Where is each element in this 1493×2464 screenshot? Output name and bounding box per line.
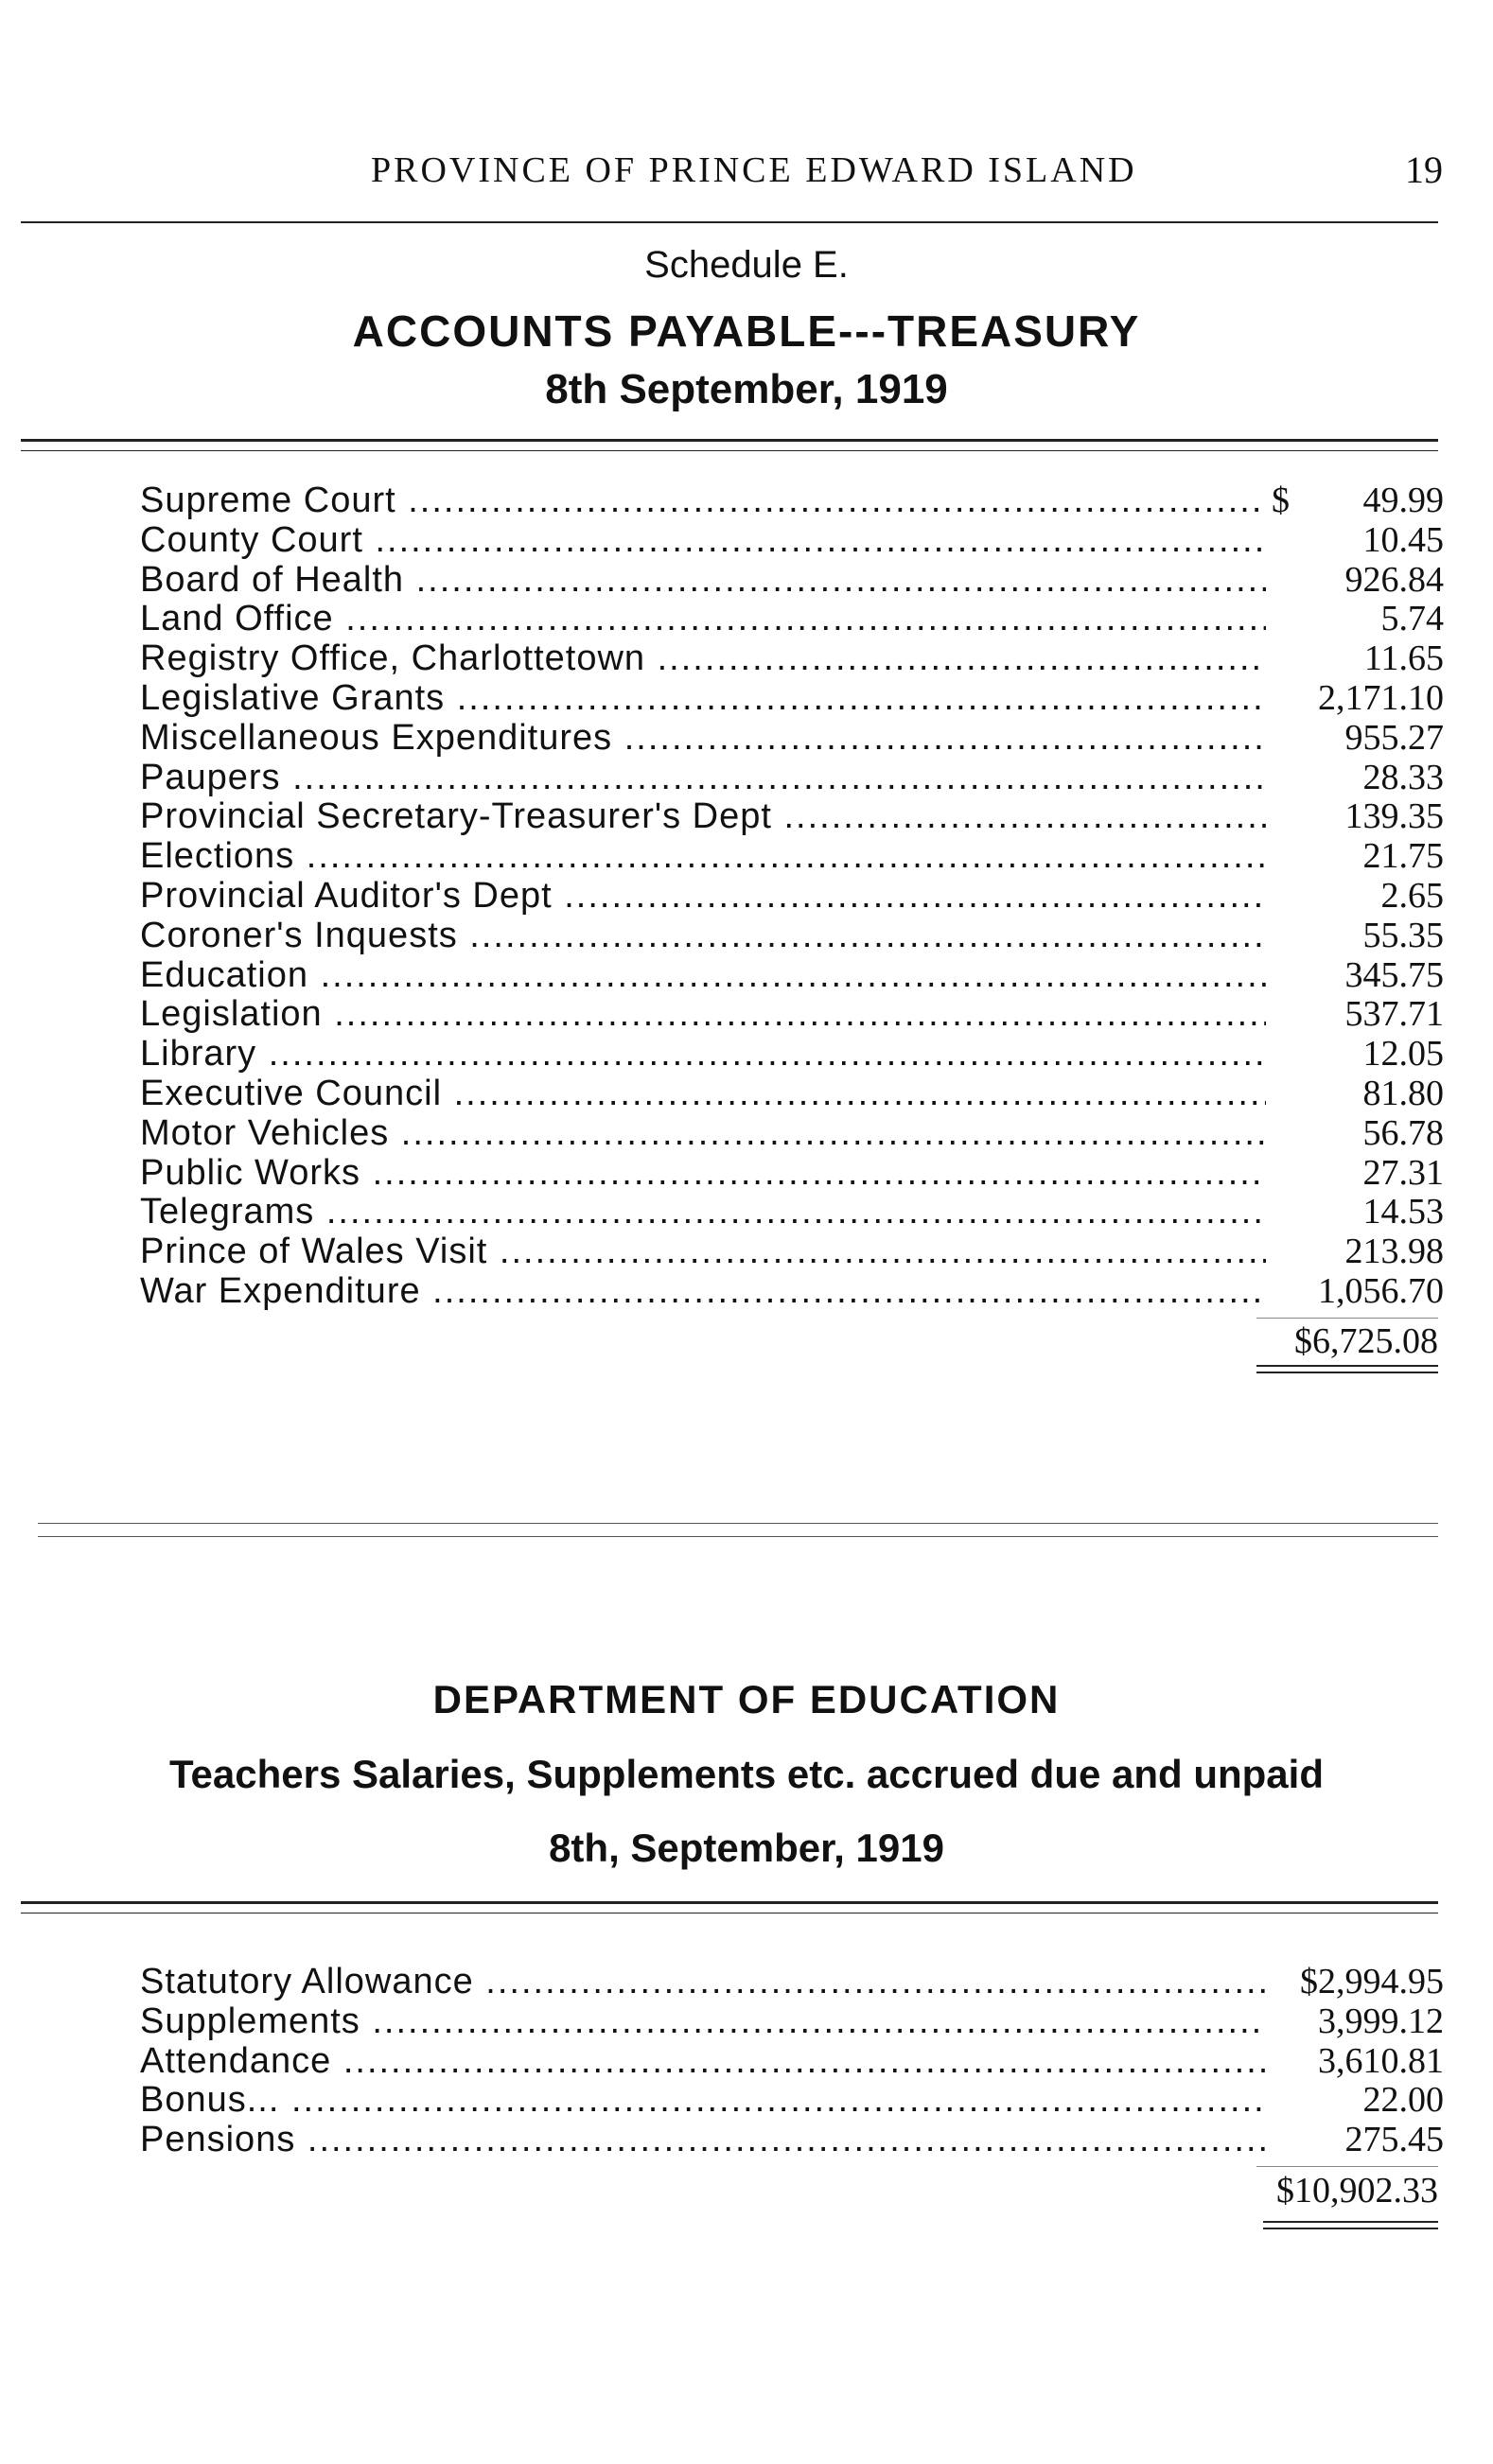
ledger-row xyxy=(140,2080,1444,2120)
section-rule-top-thin xyxy=(21,450,1438,451)
entry-label: War Expenditure ..... xyxy=(140,1271,1266,1311)
treasury-total: $6,725.08 xyxy=(1294,1321,1438,1361)
page-number: 19 xyxy=(1405,149,1443,191)
entry-label: Supplements ..... xyxy=(140,2001,1266,2041)
total-rule-above xyxy=(1256,2166,1438,2167)
ledger-row xyxy=(140,994,1444,1034)
entry-amount: 11.65 xyxy=(1363,638,1444,679)
ledger-row xyxy=(140,718,1444,758)
section-rule-top xyxy=(21,439,1438,442)
ledger-row xyxy=(140,1232,1444,1271)
ledger-row xyxy=(140,1271,1444,1311)
education-subtitle: Teachers Salaries, Supplements etc. accrued due and unpaid xyxy=(169,1752,1324,1796)
entry-label: Executive Council ..... xyxy=(140,1074,1266,1113)
entry-label: Pensions ..... xyxy=(140,2120,1266,2159)
entry-amount: 55.35 xyxy=(1362,915,1444,955)
entry-label: Motor Vehicles ..... xyxy=(140,1113,1266,1153)
ledger-row xyxy=(140,520,1444,560)
entry-label: Attendance ..... xyxy=(140,2041,1266,2081)
ledger-row xyxy=(140,1962,1444,2001)
entry-label: Coroner's Inquests ..... xyxy=(140,916,1266,955)
entry-label: Bonus... ..... xyxy=(140,2080,1266,2120)
entry-amount: 2.65 xyxy=(1380,875,1444,916)
entry-amount: 56.78 xyxy=(1362,1112,1444,1153)
total-double-rule xyxy=(1263,2221,1438,2223)
ledger-row xyxy=(140,638,1444,678)
entry-amount: $2,994.95 xyxy=(1300,1962,1444,2001)
entry-amount: 926.84 xyxy=(1344,559,1444,600)
ledger-row xyxy=(140,2001,1444,2041)
ledger-row xyxy=(140,678,1444,718)
entry-amount: 49.99 xyxy=(1362,481,1444,520)
education-total: $10,902.33 xyxy=(1276,2171,1438,2211)
entry-label: Legislative Grants ..... xyxy=(140,678,1266,718)
ledger-row xyxy=(140,1034,1444,1074)
ledger-row xyxy=(140,758,1444,797)
entry-label: Library ..... xyxy=(140,1034,1266,1074)
entry-amount: 12.05 xyxy=(1362,1034,1444,1075)
education-ledger xyxy=(140,1962,1444,2159)
running-head xyxy=(0,142,1493,199)
entry-label: Land Office ..... xyxy=(140,599,1266,638)
schedule-label: Schedule E. xyxy=(644,244,849,286)
entry-label: County Court ..... xyxy=(140,520,1266,560)
entry-label: Board of Health ..... xyxy=(140,560,1266,600)
ledger-row xyxy=(140,1192,1444,1232)
entry-amount: 955.27 xyxy=(1344,717,1444,758)
ledger-row xyxy=(140,481,1444,520)
entry-label: Supreme Court ..... xyxy=(140,481,1266,520)
education-rule-top-thin xyxy=(21,1913,1438,1914)
currency-symbol: $ xyxy=(1272,481,1291,520)
entry-label: Miscellaneous Expenditures ..... xyxy=(140,718,1266,758)
total-double-rule xyxy=(1263,2228,1438,2229)
ledger-row xyxy=(140,1074,1444,1113)
ledger-row xyxy=(140,796,1444,836)
ledger-row xyxy=(140,1153,1444,1193)
ledger-row xyxy=(140,599,1444,638)
entry-amount: 3,999.12 xyxy=(1318,2001,1444,2041)
schedule-title: ACCOUNTS PAYABLE---TREASURY xyxy=(352,306,1141,356)
entry-amount: 27.31 xyxy=(1362,1152,1444,1193)
entry-amount: 345.75 xyxy=(1344,954,1444,995)
entry-amount: 21.75 xyxy=(1362,836,1444,877)
education-title: DEPARTMENT OF EDUCATION xyxy=(432,1677,1061,1721)
entry-amount: 28.33 xyxy=(1362,757,1444,797)
entry-amount: 2,171.10 xyxy=(1318,677,1444,718)
entry-label: Telegrams ..... xyxy=(140,1192,1266,1232)
section-divider xyxy=(38,1536,1438,1537)
total-double-rule xyxy=(1256,1365,1438,1367)
entry-amount: 139.35 xyxy=(1344,796,1444,837)
ledger-row xyxy=(140,1113,1444,1153)
entry-amount: 3,610.81 xyxy=(1318,2040,1444,2081)
entry-label: Legislation ..... xyxy=(140,994,1266,1034)
entry-amount: 10.45 xyxy=(1362,519,1444,560)
entry-label: Public Works ..... xyxy=(140,1153,1266,1193)
running-title: PROVINCE OF PRINCE EDWARD ISLAND xyxy=(371,150,1137,190)
entry-amount: 1,056.70 xyxy=(1318,1270,1444,1311)
ledger-row xyxy=(140,876,1444,916)
entry-amount: 81.80 xyxy=(1362,1073,1444,1113)
ledger-row xyxy=(140,2041,1444,2081)
entry-amount: 213.98 xyxy=(1344,1232,1444,1272)
entry-label: Provincial Auditor's Dept ..... xyxy=(140,876,1266,916)
entry-label: Prince of Wales Visit ..... xyxy=(140,1232,1266,1271)
entry-label: Registry Office, Charlottetown ..... xyxy=(140,638,1266,678)
education-rule-top xyxy=(21,1901,1438,1904)
entry-label: Education ..... xyxy=(140,955,1266,995)
entry-label: Elections ..... xyxy=(140,836,1266,876)
header-rule xyxy=(21,221,1438,223)
treasury-ledger xyxy=(140,481,1444,1311)
entry-label: Paupers ..... xyxy=(140,758,1266,797)
entry-label: Provincial Secretary-Treasurer's Dept ..... xyxy=(140,796,1266,836)
entry-amount: 537.71 xyxy=(1344,994,1444,1035)
section-divider xyxy=(38,1523,1438,1524)
ledger-row xyxy=(140,560,1444,600)
education-date: 8th, September, 1919 xyxy=(549,1826,944,1870)
ledger-row xyxy=(140,955,1444,995)
total-rule-above xyxy=(1256,1318,1438,1319)
entry-label: Statutory Allowance ..... xyxy=(140,1962,1266,2001)
entry-amount: 275.45 xyxy=(1344,2120,1444,2160)
ledger-row xyxy=(140,836,1444,876)
ledger-row xyxy=(140,2120,1444,2159)
entry-amount: 14.53 xyxy=(1362,1192,1444,1232)
total-double-rule xyxy=(1256,1372,1438,1373)
ledger-row xyxy=(140,916,1444,955)
entry-amount: 5.74 xyxy=(1380,599,1444,639)
schedule-date: 8th September, 1919 xyxy=(545,366,948,412)
entry-amount: 22.00 xyxy=(1362,2080,1444,2121)
